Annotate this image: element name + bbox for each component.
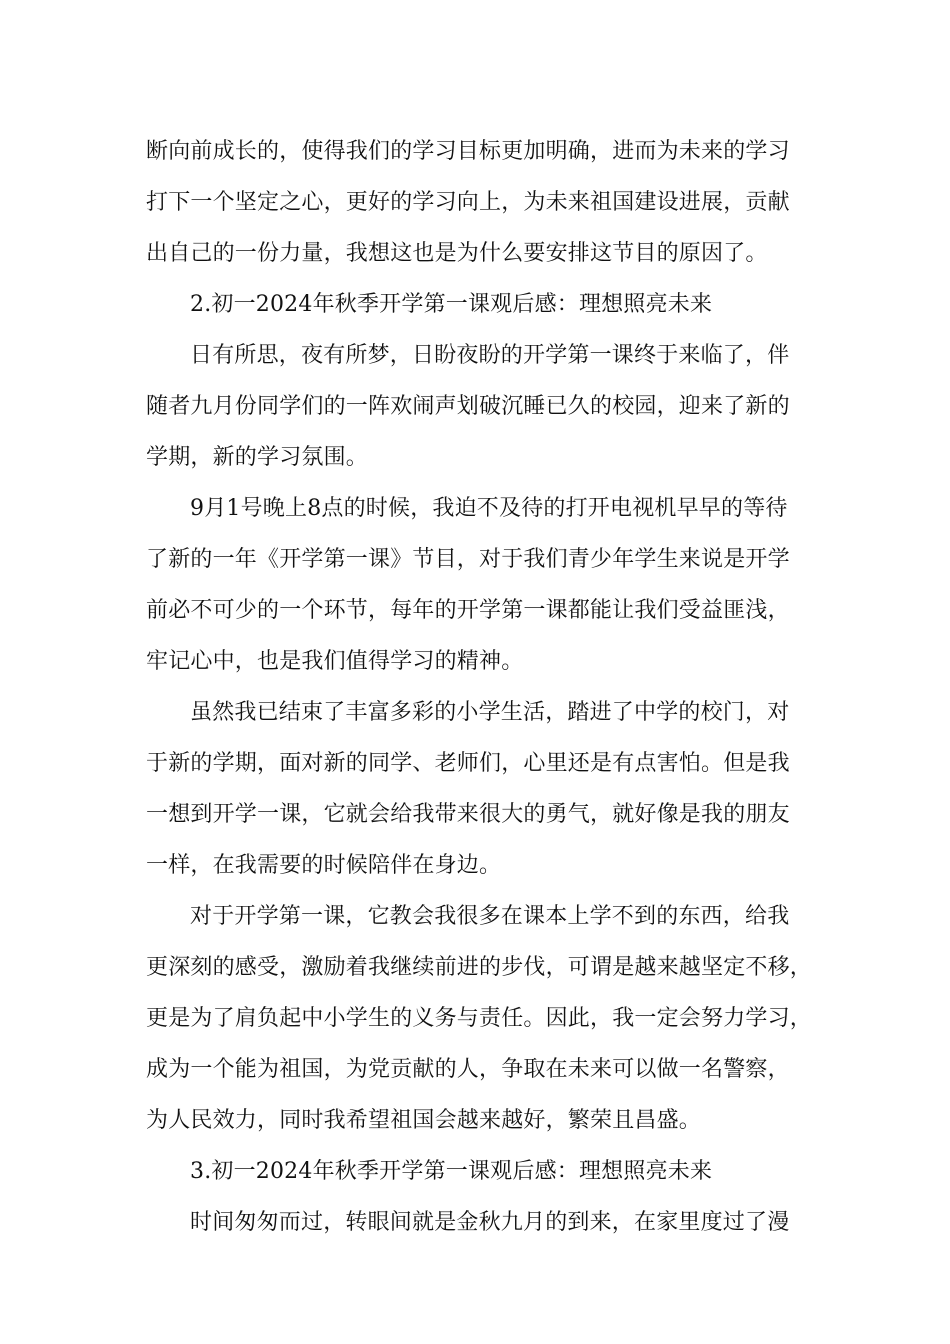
paragraph-first-line: 对于开学第一课，它教会我很多在课本上学不到的东西，给我 <box>190 904 790 929</box>
text-line: 学期，新的学习氛围。 <box>146 445 369 470</box>
text-line: 了新的一年《开学第一课》节目，对于我们青少年学生来说是开学 <box>146 547 790 572</box>
text-line: 出自己的一份力量，我想这也是为什么要安排这节目的原因了。 <box>146 241 768 266</box>
paragraph-first-line: 9月1号晚上8点的时候，我迫不及待的打开电视机早早的等待 <box>190 496 788 521</box>
text-line: 成为一个能为祖国，为党贡献的人，争取在未来可以做一名警察， <box>146 1057 790 1082</box>
paragraph-first-line: 日有所思，夜有所梦，日盼夜盼的开学第一课终于来临了，伴 <box>190 343 790 368</box>
text-line: 一想到开学一课，它就会给我带来很大的勇气，就好像是我的朋友 <box>146 802 790 827</box>
text-line: 断向前成长的，使得我们的学习目标更加明确，进而为未来的学习 <box>146 139 790 164</box>
text-line: 更是为了肩负起中小学生的义务与责任。因此，我一定会努力学习， <box>146 1006 813 1031</box>
section-heading: 2.初一2024年秋季开学第一课观后感：理想照亮未来 <box>190 292 713 317</box>
text-line: 前必不可少的一个环节，每年的开学第一课都能让我们受益匪浅， <box>146 598 790 623</box>
text-line: 为人民效力，同时我希望祖国会越来越好，繁荣且昌盛。 <box>146 1108 702 1133</box>
text-line: 打下一个坚定之心，更好的学习向上，为未来祖国建设进展，贡献 <box>146 190 790 215</box>
text-line: 随者九月份同学们的一阵欢闹声划破沉睡已久的校园，迎来了新的 <box>146 394 790 419</box>
text-line: 于新的学期，面对新的同学、老师们，心里还是有点害怕。但是我 <box>146 751 790 776</box>
text-line: 更深刻的感受，激励着我继续前进的步伐，可谓是越来越坚定不移， <box>146 955 813 980</box>
text-line: 牢记心中，也是我们值得学习的精神。 <box>146 649 524 674</box>
paragraph-first-line: 虽然我已结束了丰富多彩的小学生活，踏进了中学的校门，对 <box>190 700 790 725</box>
paragraph-first-line: 时间匆匆而过，转眼间就是金秋九月的到来，在家里度过了漫 <box>190 1210 790 1235</box>
text-line: 一样，在我需要的时候陪伴在身边。 <box>146 853 502 878</box>
section-heading: 3.初一2024年秋季开学第一课观后感：理想照亮未来 <box>190 1159 713 1184</box>
document-body <box>146 131 811 1253</box>
